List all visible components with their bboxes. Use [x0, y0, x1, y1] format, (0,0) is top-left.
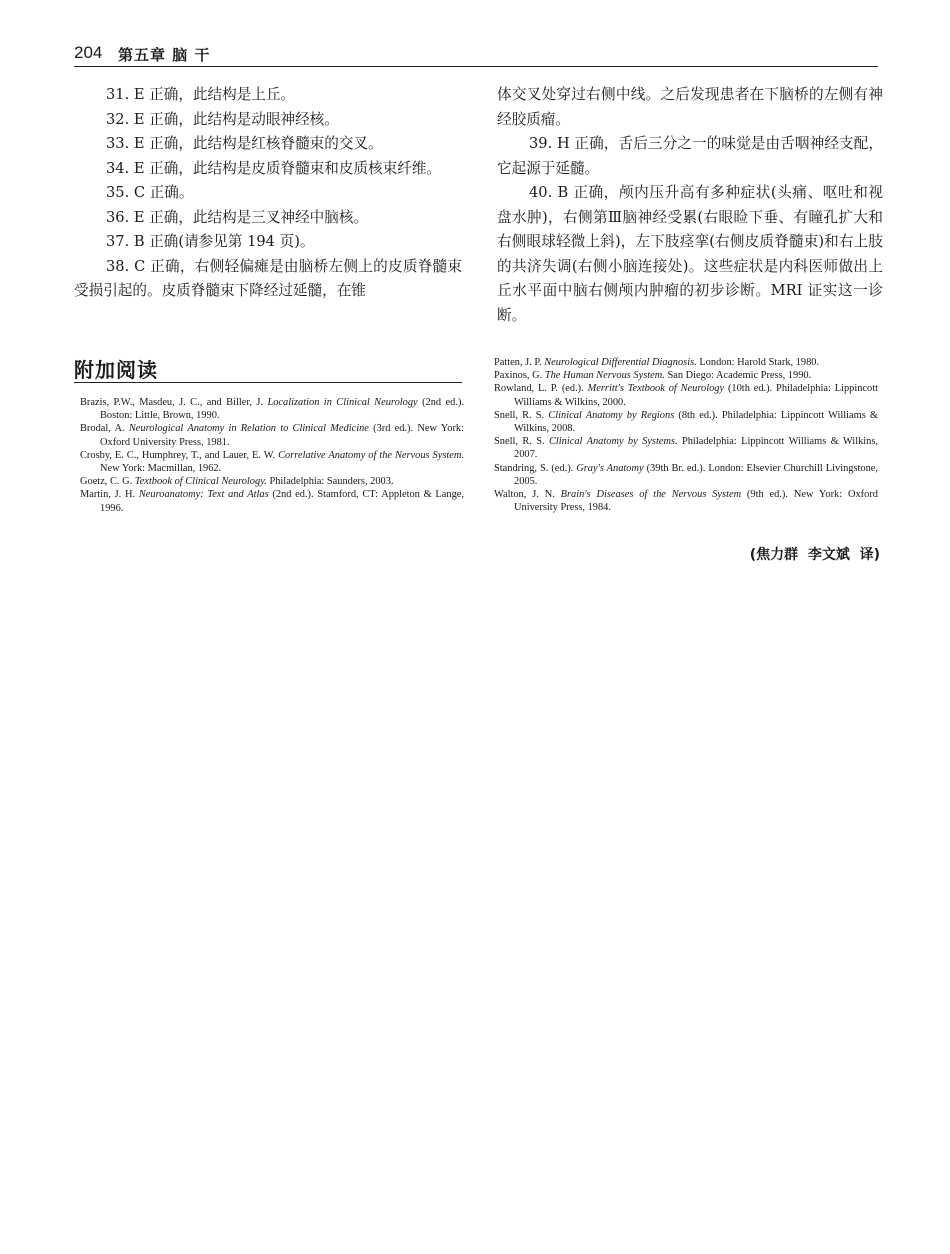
reference-item: Walton, J. N. Brain's Diseases of the Nervous System (9th ed.). New York: Oxford University Press, 1984. [494, 489, 878, 514]
answers-left-column [74, 83, 462, 304]
answer-34: 34. E 正确，此结构是皮质脊髓束和皮质核束纤维。 [106, 159, 442, 177]
answer-35: 35. C 正确。 [106, 184, 194, 201]
answer-38: 38. C 正确，右侧轻偏瘫是由脑桥左侧上的皮质脊髓束受损引起的。皮质脊髓束下降经过延髓，在锥 [74, 257, 462, 299]
reference-item: Brazis, P.W., Masdeu, J. C., and Biller, J. Localization in Clinical Neurology (2nd ed.). Boston: Little, Brown, 1990. [80, 397, 464, 422]
chapter-title: 第五章 脑 干 [118, 46, 211, 64]
answer-40: 40. B 正确，颅内压升高有多种症状(头痛、呕吐和视盘水肿)，右侧第Ⅲ脑神经受累(右眼睑下垂、有瞳孔扩大和右侧眼球轻微上斜)，左下肢痉挛(右侧皮质脊髓束)和右上肢的共济失调(右侧小脑连接处)。这些症状是内科医师做出上丘水平面中脑右侧颅内肿瘤的初步诊断。MRI 证实这一诊断。 [497, 184, 883, 324]
references-left [80, 396, 464, 515]
answer-37: 37. B 正确(请参见第 194 页)。 [106, 233, 315, 250]
reference-item: Crosby, E. C., Humphrey, T., and Lauer, E. W. Correlative Anatomy of the Nervous System. New York: Macmillan, 1962. [80, 449, 464, 475]
page-header [74, 40, 878, 67]
answer-31: 31. E 正确，此结构是上丘。 [106, 86, 296, 103]
reference-item: Standring, S. (ed.). Gray's Anatomy (39th Br. ed.). London: Elsevier Churchill Livingstone, 2005. [494, 462, 879, 487]
reference-item: Goetz, C. G. Textbook of Clinical Neurology. Philadelphia: Saunders, 2003. [80, 476, 394, 488]
reference-item: Snell, R. S. Clinical Anatomy by Regions (8th ed.). Philadelphia: Lippincott Williams & Wilkins, 2008. [494, 409, 878, 435]
reference-item: Rowland, L. P. (ed.). Merritt's Textbook of Neurology (10th ed.). Philadelphia: Lippincott Williams & Wilkins, 2000. [494, 383, 878, 408]
page-number: 204 [74, 43, 103, 62]
answer-38-continued: 体交叉处穿过右侧中线。之后发现患者在下脑桥的左侧有神经胶质瘤。 [497, 86, 883, 128]
reference-item: Martin, J. H. Neuroanatomy: Text and Atlas (2nd ed.). Stamford, CT: Appleton & Lange, 1996. [80, 489, 464, 514]
reference-item: Brodal, A. Neurological Anatomy in Relation to Clinical Medicine (3rd ed.). New York: Oxford University Press, 1981. [80, 423, 464, 448]
additional-reading-title: 附加阅读 [74, 354, 462, 383]
answer-39: 39. H 正确，舌后三分之一的味觉是由舌咽神经支配，它起源于延髓。 [497, 135, 883, 177]
reference-item: Paxinos, G. The Human Nervous System. San Diego: Academic Press, 1990. [494, 370, 812, 382]
answer-33: 33. E 正确，此结构是红核脊髓束的交叉。 [106, 135, 383, 152]
answer-36: 36. E 正确，此结构是三叉神经中脑核。 [106, 208, 369, 226]
answers-right-column [497, 83, 883, 328]
translator-credit: (焦力群 李文斌 译) [749, 547, 880, 563]
reference-item: Snell, R. S. Clinical Anatomy by Systems. Philadelphia: Lippincott Williams & Wilkins, 2007. [494, 436, 879, 461]
answer-32: 32. E 正确，此结构是动眼神经核。 [106, 110, 339, 128]
references-right [494, 356, 878, 514]
reference-item: Patten, J. P. Neurological Differential Diagnosis. London: Harold Stark, 1980. [494, 357, 820, 368]
